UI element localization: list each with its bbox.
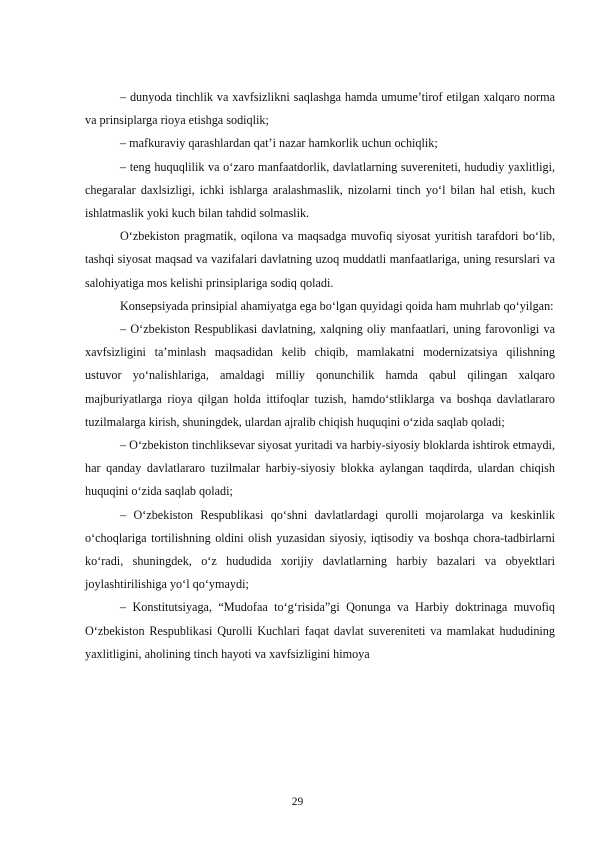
paragraph: – mafkuraviy qarashlardan qat’i nazar hamkorlik uchun ochiqlik; bbox=[120, 136, 438, 151]
paragraph: – Konstitutsiyaga, “Mudofaa to‘g‘risida”gi Qonunga va Harbiy doktrinaga muvofiq O‘zbekiston Respublikasi Qurolli Kuchlari faqat davlat suvereniteti va mamlakat hududining yaxlitligini, aholining tinch hayoti va xavfsizligini himoya bbox=[85, 600, 555, 661]
body-text bbox=[85, 86, 555, 666]
paragraph: – dunyoda tinchlik va xavfsizlikni saqlashga hamda umume’tirof etilgan xalqaro norma va prinsiplarga rioya etishga sodiqlik; bbox=[85, 90, 555, 128]
paragraph: – O‘zbekiston Respublikasi davlatning, xalqning oliy manfaatlari, uning farovonligi va xavfsizligini ta’minlash maqsadidan kelib chiqib, mamlakatni modernizatsiya qilishning ustuvor yo‘nalishlariga, amaldagi milliy qonunchilik hamda qabul qilingan xalqaro majburiyatlarga rioya qilgan holda ittifoqlar tuzish, hamdo‘stliklarga va boshqa davlatlararo tuzilmalarga kirish, shuningdek, ulardan ajralib chiqish huquqini o‘zida saqlab qoladi; bbox=[85, 322, 555, 429]
paragraph: – O‘zbekiston tinchliksevar siyosat yuritadi va harbiy-siyosiy bloklarda ishtirok etmaydi, har qanday davlatlararo tuzilmalar harbiy-siyosiy blokka aylangan taqdirda, ulardan chiqish huquqini o‘zida saqlab qoladi; bbox=[85, 438, 555, 499]
paragraph: – teng huquqlilik va o‘zaro manfaatdorlik, davlatlarning suvereniteti, hududiy yaxlitligi, chegaralar daxlsizligi, ichki ishlarga aralashmaslik, nizolarni tinch yo‘l bilan hal etish, kuch ishlatmaslik yoki kuch bilan tahdid solmaslik. bbox=[85, 159, 555, 221]
paragraph: – O‘zbekiston Respublikasi qo‘shni davlatlardagi qurolli mojarolarga va keskinlik o‘choqlariga tortilishning oldini olish yuzasidan siyosiy, iqtisodiy va boshqa chora-tadbirlarni ko‘radi, shuningdek, o‘z hududida xorijiy davlatlarning harbiy bazalari va obyektlari joylashtirilishiga yo‘l qo‘ymaydi; bbox=[85, 507, 555, 592]
paragraph: Konsepsiyada prinsipial ahamiyatga ega bo‘lgan quyidagi qoida ham muhrlab qo‘yilgan: bbox=[120, 298, 554, 313]
page-number: 29 bbox=[291, 796, 304, 808]
paragraph: O‘zbekiston pragmatik, oqilona va maqsadga muvofiq siyosat yuritish tarafdori bo‘lib, tashqi siyosat maqsad va vazifalari davlatning uzoq muddatli manfaatlariga, uning resurslari va salohiyatiga mos kelishi prinsiplariga sodiq qoladi. bbox=[85, 229, 555, 290]
